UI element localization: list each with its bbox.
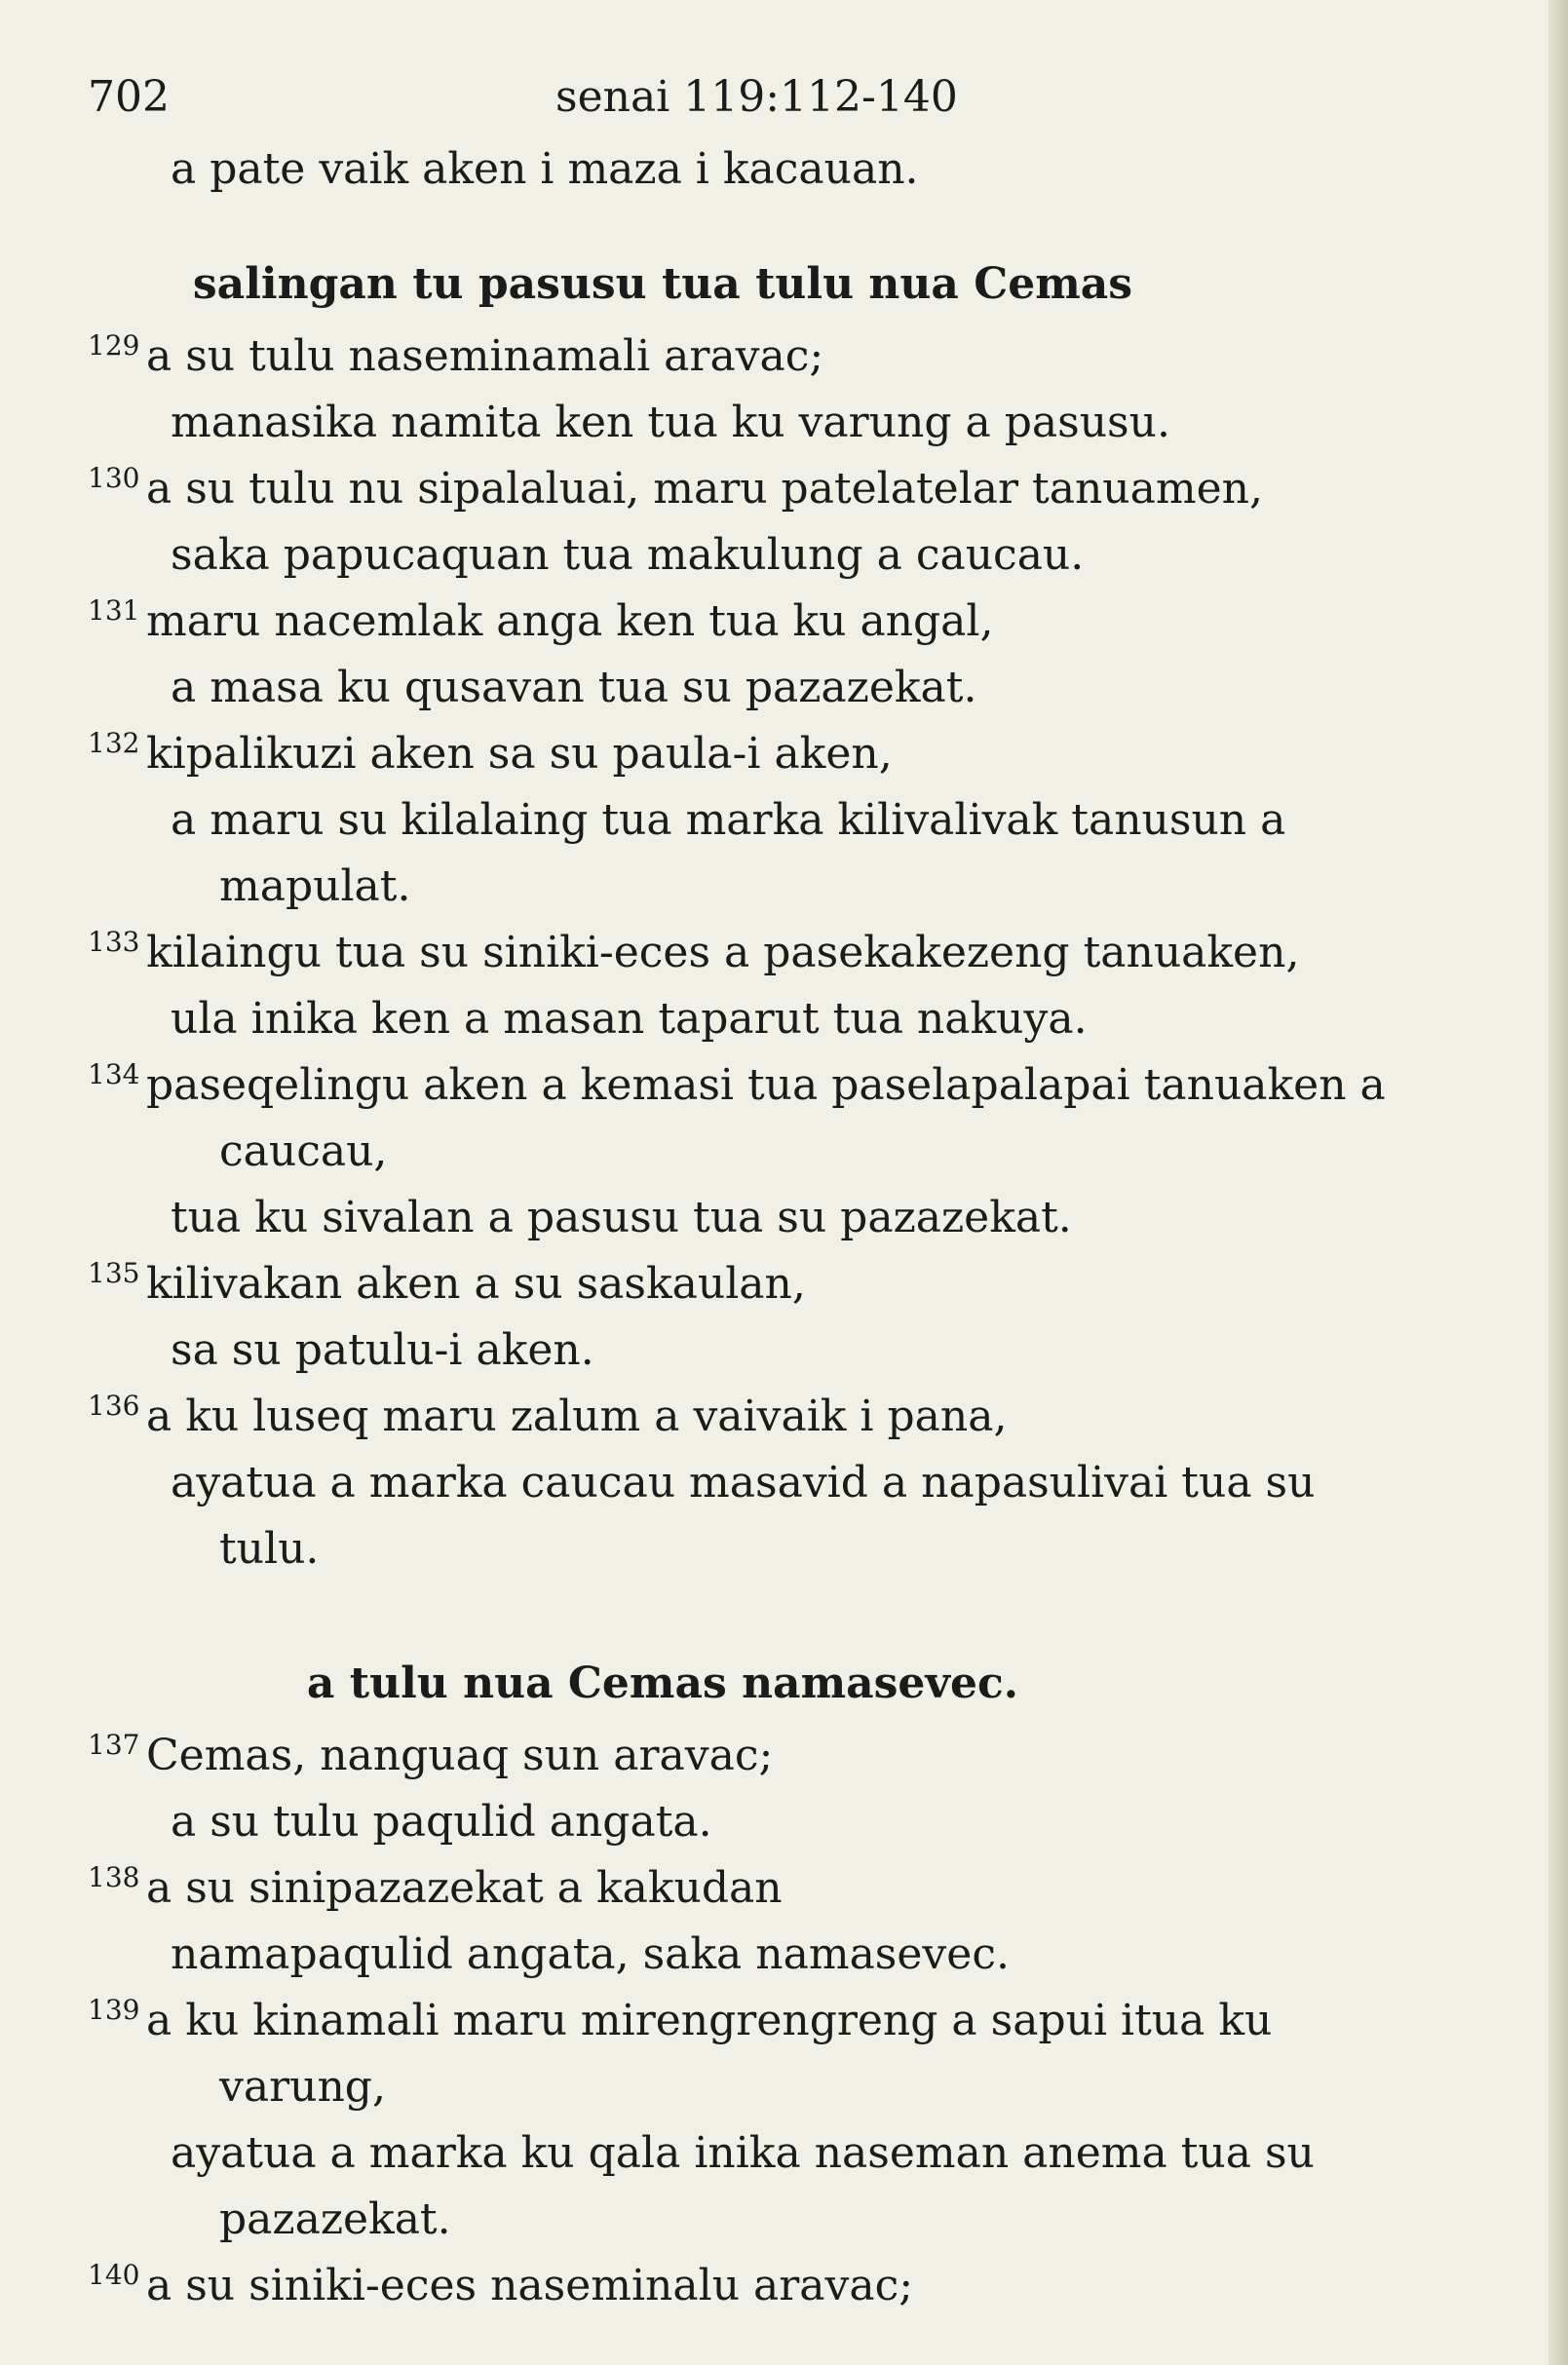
verse-line: a ku kinamali maru mirengrengreng a sapui itua ku — [146, 1996, 1273, 2045]
verse-134: 134 paseqelingu aken a kemasi tua paselapalapai tanuaken a — [88, 1058, 1386, 1110]
verse-138: 138 a su sinipazazekat a kakudan — [88, 1861, 783, 1913]
verse-line: kilaingu tua su siniki-eces a pasekakezeng tanuaken, — [146, 928, 1300, 977]
verse-132: 132 kipalikuzi aken sa su paula-i aken, — [88, 727, 893, 779]
verse-131: 131 maru nacemlak anga ken tua ku angal, — [88, 594, 994, 646]
verse-line: pazazekat. — [219, 2194, 451, 2244]
verse-line: a su tulu naseminamali aravac; — [146, 331, 824, 381]
page-body — [88, 136, 1491, 2319]
verse-136: 136 a ku luseq maru zalum a vaivaik i pana, — [88, 1390, 1008, 1441]
page-edge — [1549, 0, 1568, 2365]
verse-line: saka papucaquan tua makulung a caucau. — [171, 530, 1085, 580]
verse-line: kipalikuzi aken sa su paula-i aken, — [146, 729, 893, 779]
verse-133: 133 kilaingu tua su siniki-eces a pasekakezeng tanuaken, — [88, 926, 1300, 977]
verse-135: 135 kilivakan aken a su saskaulan, — [88, 1257, 806, 1309]
page-number: 702 — [88, 72, 170, 122]
running-head: senai 119:112-140 — [555, 72, 958, 122]
verse-line: a maru su kilalaing tua marka kilivalivak tanusun a — [171, 795, 1286, 845]
verse-line: maru nacemlak anga ken tua ku angal, — [146, 596, 994, 646]
verse-130: 130 a su tulu nu sipalaluai, maru patelatelar tanuamen, — [88, 462, 1263, 514]
verse-line: Cemas, nanguaq sun aravac; — [146, 1731, 774, 1780]
verse-line: a su sinipazazekat a kakudan — [146, 1863, 783, 1913]
verse-line: sa su patulu-i aken. — [171, 1325, 594, 1375]
page-header — [88, 58, 1491, 136]
verse-line: caucau, — [219, 1126, 388, 1176]
verse-137: 137 Cemas, nanguaq sun aravac; — [88, 1729, 774, 1780]
verse-line: a su tulu nu sipalaluai, maru patelatelar tanuamen, — [146, 464, 1263, 514]
verse-line: paseqelingu aken a kemasi tua paselapalapai tanuaken a — [146, 1060, 1386, 1110]
verse-line: mapulat. — [219, 861, 411, 911]
verse-line: a su tulu paqulid angata. — [171, 1797, 712, 1847]
verse-line: a ku luseq maru zalum a vaivaik i pana, — [146, 1392, 1008, 1441]
verse-line: namapaqulid angata, saka namasevec. — [171, 1929, 1010, 1979]
verse-line: ayatua a marka ku qala inika naseman anema tua su — [171, 2128, 1315, 2178]
verse-139: 139 a ku kinamali maru mirengrengreng a sapui itua ku — [88, 1994, 1273, 2045]
continuation-line: a pate vaik aken i maza i kacauan. — [171, 144, 919, 194]
verse-129: 129 a su tulu naseminamali aravac; — [88, 329, 824, 381]
verse-line: tulu. — [219, 1524, 320, 1574]
section-heading: salingan tu pasusu tua tulu nua Cemas — [192, 259, 1133, 309]
verse-140: 140 a su siniki-eces naseminalu aravac; — [88, 2259, 914, 2310]
verse-line: tua ku sivalan a pasusu tua su pazazekat. — [171, 1193, 1072, 1242]
verse-line: varung, — [219, 2062, 386, 2112]
section-heading: a tulu nua Cemas namasevec. — [306, 1659, 1019, 1708]
verse-line: a masa ku qusavan tua su pazazekat. — [171, 663, 977, 712]
verse-line: kilivakan aken a su saskaulan, — [146, 1259, 806, 1309]
verse-line: a su siniki-eces naseminalu aravac; — [146, 2261, 914, 2310]
verse-line: ayatua a marka caucau masavid a napasulivai tua su — [171, 1458, 1316, 1507]
verse-line: manasika namita ken tua ku varung a pasusu. — [171, 398, 1170, 447]
verse-line: ula inika ken a masan taparut tua nakuya. — [171, 994, 1088, 1044]
